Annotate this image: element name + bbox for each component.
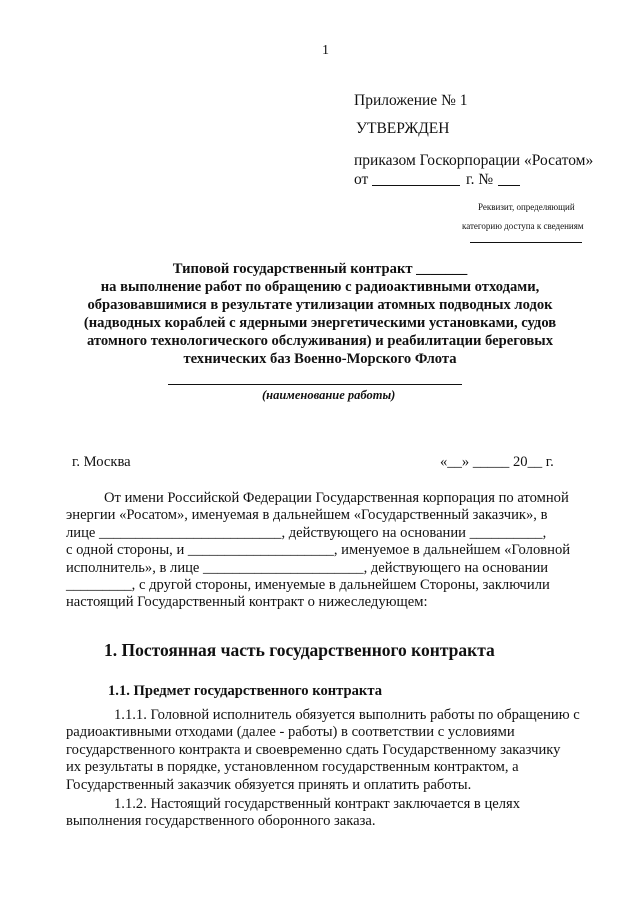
contract-title-line: атомного технологического обслуживания) и реабилитации береговых [86, 333, 553, 349]
contract-title-line: (надводных кораблей с ядерными энергетическими установками, судов [83, 315, 557, 331]
contract-date: «__» _____ 20__ г. [440, 454, 554, 470]
requisite-line-2: категорию доступа к сведениям [462, 221, 584, 231]
clause-line: их результаты в порядке, установленном государственным контрактом, а [66, 759, 519, 776]
clause-line: государственного контракта и своевременно сдать Государственному заказчику [66, 741, 561, 758]
order-date-blank [372, 185, 460, 186]
preamble-line: настоящий Государственный контракт о нижеследующем: [66, 594, 428, 611]
section-1-title: 1. Постоянная часть государственного контракта [104, 640, 495, 660]
preamble-line: исполнитель», в лице ______________________, действующего на основании [66, 559, 549, 576]
contract-title-line: технических баз Военно-Морского Флота [183, 351, 457, 367]
appendix-label: Приложение № 1 [354, 92, 468, 109]
approved-label: УТВЕРЖДЕН [356, 120, 450, 137]
clause-1-1-2 [66, 796, 594, 831]
clause-line: 1.1.1. Головной исполнитель обязуется выполнить работы по обращению с [114, 707, 580, 723]
order-number-prefix: г. № [466, 171, 494, 188]
preamble-line: с одной стороны, и ____________________, именуемое в дальнейшем «Головной [66, 542, 571, 559]
work-name-blank [168, 384, 462, 385]
preamble-line: _________, с другой стороны, именуемые в дальнейшем Стороны, заключили [66, 577, 550, 594]
order-line: приказом Госкорпорации «Росатом» [354, 152, 594, 169]
preamble-line: энергии «Росатом», именуемая в дальнейшем «Государственный заказчик», в [66, 507, 548, 524]
work-name-caption: (наименование работы) [262, 388, 396, 402]
order-number-blank [498, 185, 520, 186]
page-number: 1 [322, 43, 329, 58]
contract-title-line: образовавшимися в результате утилизации атомных подводных лодок [87, 297, 553, 313]
preamble [66, 490, 594, 612]
contract-title-line: на выполнение работ по обращению с радиоактивными отходами, [100, 279, 540, 295]
contract-title [40, 260, 600, 368]
clause-line: радиоактивными отходами (далее - работы) в соответствии с условиями [66, 724, 515, 741]
clause-line: 1.1.2. Настоящий государственный контракт заключается в целях [114, 796, 521, 812]
requisite-blank [470, 242, 582, 243]
city: г. Москва [72, 454, 131, 470]
clause-line: выполнения государственного оборонного заказа. [66, 813, 376, 830]
clause-line: Государственный заказчик обязуется принять и оплатить работы. [66, 776, 472, 793]
section-1-1-title: 1.1. Предмет государственного контракта [108, 683, 382, 699]
contract-title-line: Типовой государственный контракт _______ [172, 261, 468, 277]
requisite-line-1: Реквизит, определяющий [478, 202, 575, 212]
clause-1-1-1 [66, 707, 594, 794]
order-from-prefix: от [354, 171, 369, 188]
preamble-line: От имени Российской Федерации Государственная корпорация по атомной [104, 490, 569, 506]
preamble-line: лице _________________________, действующего на основании __________, [66, 524, 547, 541]
